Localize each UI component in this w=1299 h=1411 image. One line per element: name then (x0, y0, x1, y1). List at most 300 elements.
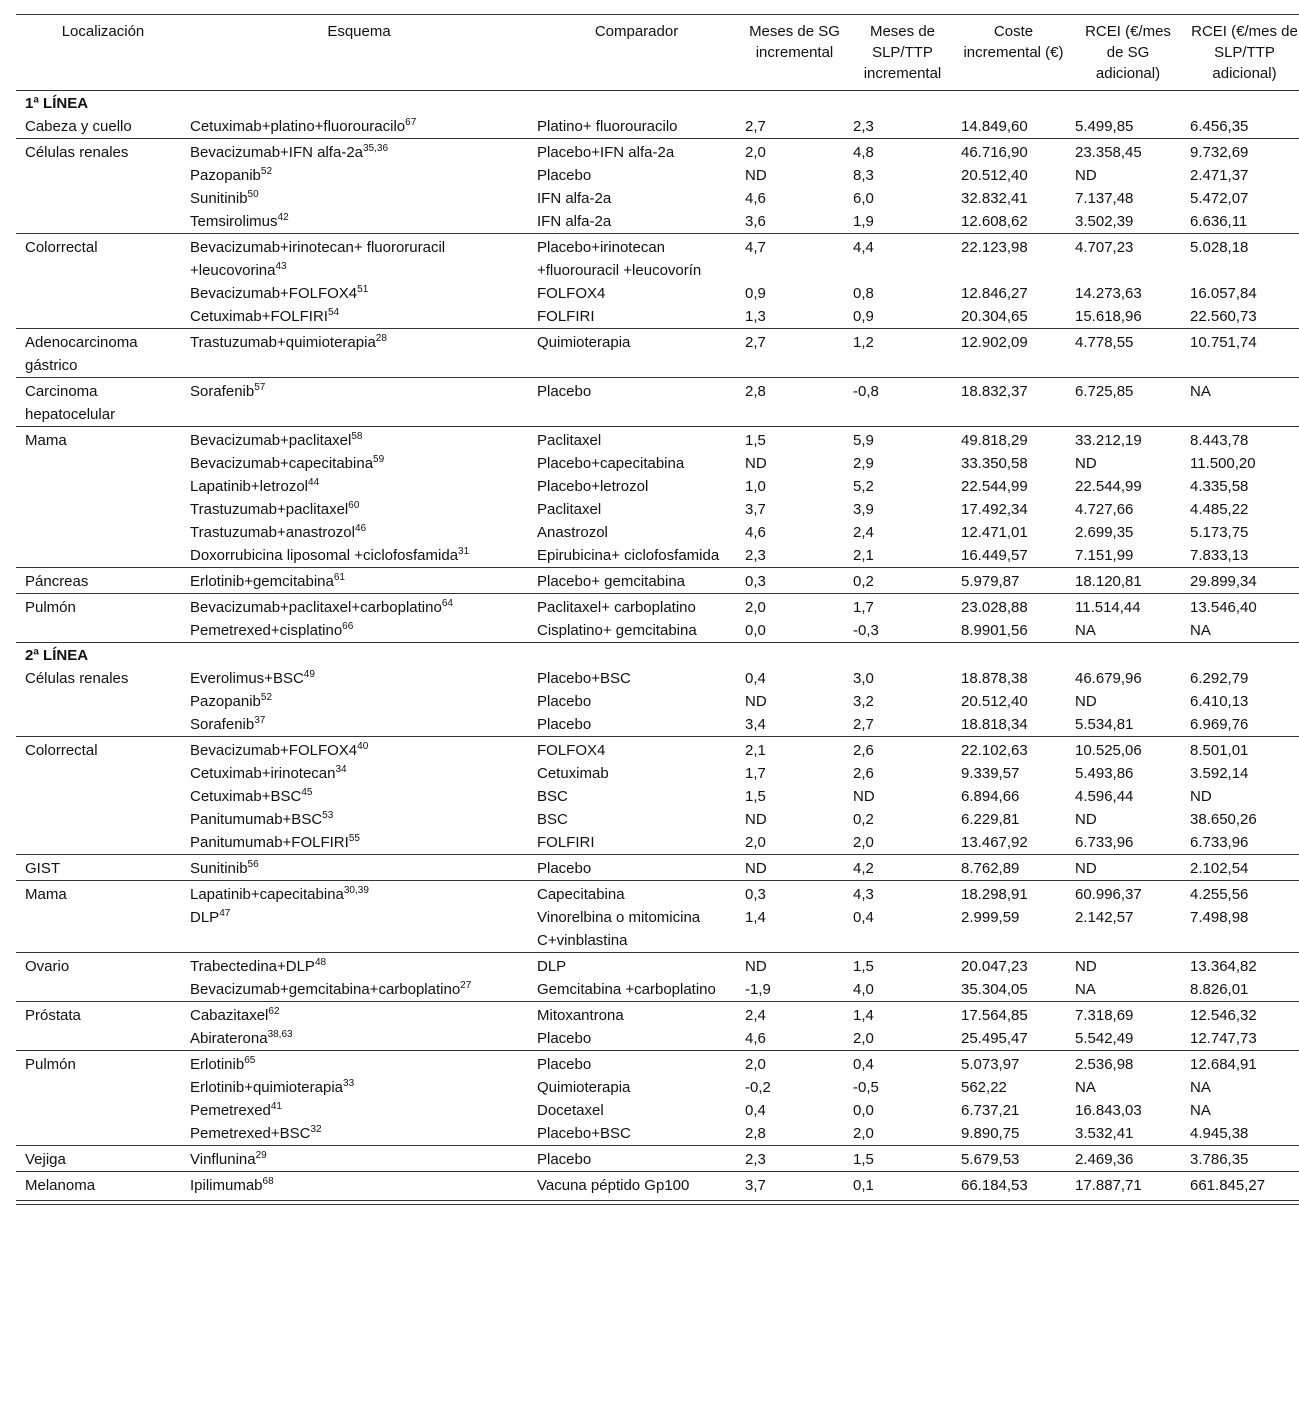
scheme-name: DLP (190, 909, 220, 926)
header-meses-sg: Meses de SG incremental (749, 23, 840, 61)
scheme-name: Pemetrexed+cisplatino (190, 622, 343, 639)
section-row (16, 643, 1299, 668)
header-rcei-slp: RCEI (€/mes de SLP/TTP adicional) (1191, 23, 1298, 82)
cell-localizacion: Melanoma (16, 1172, 181, 1198)
cell-meses-sg: 1,3 (745, 308, 766, 325)
header-esquema: Esquema (327, 23, 391, 40)
cell-meses-sg: 0,4 (745, 670, 766, 687)
cell-coste: 12.608,62 (961, 213, 1028, 230)
cell-rcei-sg: 6.725,85 (1066, 378, 1181, 427)
cell-rcei-slp: 4.485,22 (1190, 501, 1249, 518)
cell-esquema (181, 1122, 528, 1146)
cell-meses-sg: 2,0 (736, 139, 844, 165)
cell-esquema (181, 544, 528, 568)
cost-effectiveness-table-document (16, 14, 1299, 1205)
header-coste: Coste incremental (€) (963, 23, 1064, 61)
cell-coste: 33.350,58 (961, 455, 1028, 472)
cell-esquema (181, 115, 528, 139)
cell-meses-sg: 1,0 (745, 478, 766, 495)
cell-meses-slp: 3,0 (853, 670, 874, 687)
cell-meses-slp: -0,3 (853, 622, 879, 639)
table-row (16, 378, 1299, 427)
cell-localizacion: Cabeza y cuello (25, 118, 132, 135)
cell-esquema (181, 594, 528, 620)
table-row (16, 234, 1299, 283)
cell-rcei-sg: ND (1075, 167, 1097, 184)
cell-meses-sg: -1,9 (745, 981, 771, 998)
cell-rcei-sg: 5.493,86 (1075, 765, 1134, 782)
cell-rcei-sg: 60.996,37 (1066, 881, 1181, 907)
cell-meses-sg: 2,0 (736, 1051, 844, 1077)
table-row (16, 329, 1299, 378)
reference-number: 34 (335, 764, 347, 775)
scheme-name: Erlotinib+quimioterapia (190, 1079, 344, 1096)
cell-esquema (181, 475, 528, 498)
table-row (16, 594, 1299, 620)
cell-comparador: Quimioterapia (537, 1079, 631, 1096)
cell-meses-sg: 2,3 (736, 1146, 844, 1172)
cell-comparador: Capecitabina (528, 881, 736, 907)
cell-comparador: Vacuna péptido Gp100 (528, 1172, 736, 1198)
cell-comparador: DLP (528, 953, 736, 979)
reference-number: 58 (351, 431, 363, 442)
cell-rcei-sg: 2.699,35 (1075, 524, 1134, 541)
cell-rcei-slp: 3.786,35 (1181, 1146, 1299, 1172)
scheme-name: Cetuximab+platino+fluorouracilo (190, 118, 406, 135)
cell-rcei-slp: 5.173,75 (1190, 524, 1249, 541)
scheme-name: Trastuzumab+anastrozol (190, 524, 355, 541)
cell-meses-slp: 2,7 (853, 716, 874, 733)
reference-number: 48 (314, 957, 327, 968)
cell-esquema (181, 521, 528, 544)
cell-rcei-sg: 17.887,71 (1066, 1172, 1181, 1198)
cell-comparador: Vinorelbina o mitomicina C+vinblastina (537, 909, 701, 949)
cell-meses-sg: ND (745, 693, 767, 710)
table-row (16, 713, 1299, 737)
cell-meses-slp: 1,7 (844, 594, 952, 620)
cell-meses-sg: ND (745, 811, 767, 828)
cell-rcei-slp: 8.443,78 (1181, 427, 1299, 453)
cell-rcei-sg: 22.544,99 (1075, 478, 1142, 495)
cell-localizacion (16, 808, 181, 831)
cell-meses-slp: 2,0 (853, 1125, 874, 1142)
cell-localizacion (16, 498, 181, 521)
cell-meses-sg: 2,0 (736, 594, 844, 620)
scheme-name: Trastuzumab+quimioterapia (190, 334, 376, 351)
scheme-name: Lapatinib+letrozol (190, 478, 309, 495)
cell-meses-slp: 0,9 (853, 308, 874, 325)
cell-comparador: Placebo (528, 1051, 736, 1077)
scheme-name: Panitumumab+BSC (190, 811, 323, 828)
cell-comparador: Platino+ fluorouracilo (537, 118, 678, 135)
reference-number: 51 (357, 284, 369, 295)
scheme-name: Bevacizumab+paclitaxel (190, 432, 352, 449)
cell-coste: 20.512,40 (961, 167, 1028, 184)
header-localizacion: Localización (61, 23, 145, 40)
cell-meses-sg: 0,4 (745, 1102, 766, 1119)
cell-localizacion (16, 187, 181, 210)
scheme-name: Sorafenib (190, 716, 255, 733)
cell-localizacion: Mama (16, 427, 181, 453)
reference-number: 46 (354, 523, 367, 534)
cell-rcei-slp: 7.833,13 (1190, 547, 1249, 564)
cell-coste: 5.073,97 (952, 1051, 1066, 1077)
cell-comparador: Placebo (537, 167, 592, 184)
section-title: 2ª LÍNEA (16, 643, 1299, 668)
cell-coste: 49.818,29 (952, 427, 1066, 453)
reference-number: 67 (405, 117, 417, 128)
cell-rcei-sg: ND (1075, 455, 1097, 472)
scheme-name: Pemetrexed (190, 1102, 271, 1119)
cell-rcei-slp: 4.255,56 (1181, 881, 1299, 907)
cell-rcei-slp: 661.845,27 (1181, 1172, 1299, 1198)
cell-meses-slp: 1,5 (844, 953, 952, 979)
cell-comparador: FOLFIRI (537, 834, 595, 851)
cell-localizacion (16, 906, 181, 953)
cell-localizacion: Pulmón (16, 594, 181, 620)
reference-number: 37 (254, 715, 266, 726)
cell-localizacion: Adenocarcinoma gástrico (16, 329, 181, 378)
reference-number: 33 (343, 1078, 355, 1089)
cell-comparador: Epirubicina+ ciclofosfamida (537, 547, 720, 564)
cell-localizacion: Pulmón (16, 1051, 181, 1077)
cell-esquema (181, 808, 528, 831)
cell-localizacion (16, 1122, 181, 1146)
table-row (16, 521, 1299, 544)
cell-comparador: FOLFOX4 (528, 737, 736, 763)
cell-meses-sg: 2,1 (736, 737, 844, 763)
cell-localizacion (16, 785, 181, 808)
cell-rcei-slp: 11.500,20 (1190, 455, 1256, 472)
cell-localizacion (16, 475, 181, 498)
table-row (16, 115, 1299, 139)
cell-meses-slp: 4,3 (844, 881, 952, 907)
scheme-name: Bevacizumab+paclitaxel+carboplatino (190, 599, 442, 616)
table-row (16, 164, 1299, 187)
cell-rcei-slp: 38.650,26 (1190, 811, 1257, 828)
cell-comparador: Placebo+ gemcitabina (528, 568, 736, 594)
table-row (16, 690, 1299, 713)
cell-meses-sg: 0,3 (736, 881, 844, 907)
cell-rcei-sg: 2.536,98 (1066, 1051, 1181, 1077)
cell-coste: 8.762,89 (952, 855, 1066, 881)
table-row (16, 305, 1299, 329)
cell-meses-sg: 1,5 (736, 427, 844, 453)
cell-meses-sg: 2,7 (736, 329, 844, 378)
reference-number: 31 (458, 546, 470, 557)
cell-coste: 35.304,05 (961, 981, 1028, 998)
cell-rcei-sg: 5.542,49 (1075, 1030, 1134, 1047)
cell-localizacion (16, 544, 181, 568)
reference-number: 47 (219, 908, 231, 919)
cell-esquema (181, 831, 528, 855)
cell-meses-slp: 0,1 (844, 1172, 952, 1198)
cell-rcei-slp: 7.498,98 (1190, 909, 1249, 926)
scheme-name: Trastuzumab+paclitaxel (190, 501, 349, 518)
cell-rcei-slp: 12.684,91 (1181, 1051, 1299, 1077)
cell-meses-slp: 1,4 (844, 1002, 952, 1028)
scheme-name: Pemetrexed+BSC (190, 1125, 311, 1142)
cell-meses-sg: 4,6 (745, 1030, 766, 1047)
reference-number: 64 (441, 598, 453, 609)
cell-rcei-sg: ND (1075, 693, 1097, 710)
cell-meses-sg: 0,9 (745, 285, 766, 302)
table-row (16, 498, 1299, 521)
cell-comparador: BSC (537, 788, 568, 805)
table-row (16, 808, 1299, 831)
cell-localizacion (16, 762, 181, 785)
table-row (16, 667, 1299, 690)
cell-comparador: BSC (537, 811, 568, 828)
scheme-name: Abiraterona (190, 1030, 268, 1047)
table-body (16, 91, 1299, 1198)
cell-rcei-sg: NA (1075, 622, 1096, 639)
cell-localizacion: Vejiga (16, 1146, 181, 1172)
cell-rcei-sg: 33.212,19 (1066, 427, 1181, 453)
cell-esquema (181, 978, 528, 1002)
cell-meses-sg: ND (745, 167, 767, 184)
table-row (16, 831, 1299, 855)
cell-meses-slp: 0,2 (853, 811, 874, 828)
cell-coste: 22.544,99 (961, 478, 1028, 495)
cell-comparador: Mitoxantrona (528, 1002, 736, 1028)
cell-rcei-sg: 3.502,39 (1075, 213, 1134, 230)
table-row (16, 1002, 1299, 1028)
reference-number: 68 (262, 1176, 274, 1187)
cell-comparador: Placebo+BSC (537, 670, 631, 687)
cell-esquema (181, 164, 528, 187)
cell-coste: 20.304,65 (961, 308, 1028, 325)
reference-number: 57 (254, 382, 266, 393)
cell-meses-sg: 2,8 (745, 1125, 766, 1142)
cell-meses-slp: ND (853, 788, 875, 805)
cell-coste: 5.679,53 (952, 1146, 1066, 1172)
cell-rcei-sg: 7.137,48 (1075, 190, 1134, 207)
reference-number: 32 (310, 1124, 322, 1135)
scheme-name: Cetuximab+BSC (190, 788, 302, 805)
cell-meses-sg: 4,7 (736, 234, 844, 283)
reference-number: 65 (244, 1055, 256, 1066)
cell-meses-sg: 0,0 (745, 622, 766, 639)
cell-rcei-sg: 4.727,66 (1075, 501, 1134, 518)
cell-localizacion (16, 978, 181, 1002)
cell-localizacion (16, 305, 181, 329)
cell-meses-sg: 1,7 (745, 765, 766, 782)
cell-rcei-sg: 23.358,45 (1066, 139, 1181, 165)
cell-rcei-sg: 15.618,96 (1075, 308, 1142, 325)
table-row (16, 427, 1299, 453)
cell-coste: 16.449,57 (961, 547, 1028, 564)
cell-coste: 23.028,88 (952, 594, 1066, 620)
cell-rcei-slp: 6.969,76 (1190, 716, 1249, 733)
cost-effectiveness-table (16, 14, 1299, 1197)
cell-comparador: Gemcitabina +carboplatino (537, 981, 716, 998)
reference-number: 52 (260, 692, 273, 703)
reference-number: 42 (277, 212, 289, 223)
cell-meses-sg: 3,7 (745, 501, 766, 518)
cell-coste: 2.999,59 (961, 909, 1020, 926)
cell-meses-slp: 2,9 (853, 455, 874, 472)
cell-coste: 6.737,21 (961, 1102, 1020, 1119)
cell-comparador: Placebo (528, 1146, 736, 1172)
table-row (16, 906, 1299, 953)
cell-localizacion: Carcinoma hepatocelular (16, 378, 181, 427)
cell-esquema (181, 378, 528, 427)
cell-coste: 66.184,53 (952, 1172, 1066, 1198)
cell-coste: 13.467,92 (961, 834, 1028, 851)
cell-rcei-slp: 13.364,82 (1181, 953, 1299, 979)
cell-esquema (181, 427, 528, 453)
cell-esquema (181, 690, 528, 713)
cell-coste: 18.832,37 (952, 378, 1066, 427)
cell-comparador: Quimioterapia (528, 329, 736, 378)
cell-rcei-slp: 8.826,01 (1190, 981, 1249, 998)
cell-localizacion (16, 521, 181, 544)
cell-esquema (181, 1099, 528, 1122)
cell-rcei-slp: 6.456,35 (1190, 118, 1249, 135)
cell-localizacion (16, 713, 181, 737)
cell-meses-slp: 0,4 (844, 1051, 952, 1077)
cell-localizacion (16, 1076, 181, 1099)
header-comparador: Comparador (594, 23, 679, 40)
cell-coste: 12.846,27 (961, 285, 1028, 302)
reference-number: 35,36 (363, 143, 389, 154)
reference-number: 52 (260, 166, 273, 177)
cell-rcei-slp: 29.899,34 (1181, 568, 1299, 594)
cell-esquema (181, 234, 528, 283)
cell-localizacion (16, 452, 181, 475)
cell-comparador: Placebo (537, 1030, 592, 1047)
cell-rcei-sg: 2.469,36 (1066, 1146, 1181, 1172)
cell-meses-slp: 3,9 (853, 501, 874, 518)
reference-number: 59 (373, 454, 385, 465)
cell-rcei-slp: 4.335,58 (1190, 478, 1249, 495)
cell-esquema (181, 855, 528, 881)
scheme-name: Lapatinib+capecitabina (190, 886, 344, 903)
cell-esquema (181, 667, 528, 690)
cell-localizacion (16, 210, 181, 234)
table-header-row (16, 15, 1299, 91)
cell-meses-sg: 3,6 (745, 213, 766, 230)
table-row (16, 452, 1299, 475)
cell-meses-slp: 5,2 (853, 478, 874, 495)
scheme-name: Bevacizumab+gemcitabina+carboplatino (190, 981, 461, 998)
scheme-name: Cetuximab+irinotecan (190, 765, 336, 782)
cell-rcei-sg: 3.532,41 (1075, 1125, 1134, 1142)
cell-meses-sg: 1,4 (745, 909, 766, 926)
reference-number: 66 (342, 621, 354, 632)
cell-meses-slp: -0,8 (844, 378, 952, 427)
table-row (16, 139, 1299, 165)
scheme-name: Vinflunina (190, 1151, 256, 1168)
cell-rcei-slp: 3.592,14 (1190, 765, 1249, 782)
cell-esquema (181, 498, 528, 521)
cell-meses-slp: 1,9 (853, 213, 874, 230)
cell-meses-slp: 4,0 (853, 981, 874, 998)
cell-rcei-slp: 13.546,40 (1181, 594, 1299, 620)
table-row (16, 1099, 1299, 1122)
cell-esquema (181, 329, 528, 378)
scheme-name: Everolimus+BSC (190, 670, 304, 687)
cell-meses-sg: 2,0 (745, 834, 766, 851)
table-row (16, 187, 1299, 210)
table-row (16, 1051, 1299, 1077)
cell-rcei-sg: 11.514,44 (1066, 594, 1181, 620)
cell-coste: 9.339,57 (961, 765, 1020, 782)
cell-rcei-slp: 6.292,79 (1190, 670, 1249, 687)
cell-coste: 32.832,41 (961, 190, 1028, 207)
reference-number: 27 (460, 980, 472, 991)
reference-number: 50 (247, 189, 259, 200)
scheme-name: Bevacizumab+IFN alfa-2a (190, 144, 363, 161)
cell-meses-sg: 3,4 (745, 716, 766, 733)
cell-meses-slp: 2,0 (853, 1030, 874, 1047)
cell-esquema (181, 713, 528, 737)
reference-number: 61 (333, 572, 345, 583)
scheme-name: Bevacizumab+FOLFOX4 (190, 742, 358, 759)
cell-coste: 9.890,75 (961, 1125, 1020, 1142)
cell-localizacion: GIST (16, 855, 181, 881)
cell-meses-sg: 0,3 (736, 568, 844, 594)
cell-localizacion (16, 831, 181, 855)
cell-esquema (181, 187, 528, 210)
reference-number: 30,39 (343, 885, 369, 896)
cell-rcei-slp: NA (1190, 1102, 1211, 1119)
section-row (16, 91, 1299, 116)
table-row (16, 1122, 1299, 1146)
cell-esquema (181, 1146, 528, 1172)
cell-comparador: FOLFOX4 (537, 285, 606, 302)
cell-comparador: Placebo (537, 693, 592, 710)
cell-meses-sg: ND (736, 953, 844, 979)
cell-comparador: FOLFIRI (537, 308, 595, 325)
table-end-rule-double (16, 1204, 1299, 1205)
cell-comparador: Placebo (528, 855, 736, 881)
cell-esquema (181, 452, 528, 475)
scheme-name: Erlotinib+gemcitabina (190, 573, 334, 590)
cell-coste: 6.894,66 (961, 788, 1020, 805)
scheme-name: Doxorrubicina liposomal +ciclofosfamida (190, 547, 459, 564)
cell-rcei-sg: 10.525,06 (1066, 737, 1181, 763)
cell-esquema (181, 762, 528, 785)
cell-meses-sg: 4,6 (745, 190, 766, 207)
reference-number: 38,63 (267, 1029, 293, 1040)
cell-meses-slp: -0,5 (853, 1079, 879, 1096)
cell-esquema (181, 1076, 528, 1099)
cell-meses-sg: 2,7 (745, 118, 766, 135)
cell-meses-sg: 2,3 (745, 547, 766, 564)
table-row (16, 785, 1299, 808)
cell-coste: 22.123,98 (952, 234, 1066, 283)
cell-coste: 20.512,40 (961, 693, 1028, 710)
reference-number: 28 (375, 333, 387, 344)
cell-rcei-sg: 6.733,96 (1075, 834, 1134, 851)
table-row (16, 619, 1299, 643)
cell-rcei-slp: 6.733,96 (1190, 834, 1249, 851)
cell-rcei-sg: 18.120,81 (1066, 568, 1181, 594)
cell-meses-sg: 2,8 (736, 378, 844, 427)
scheme-name: Ipilimumab (190, 1177, 263, 1194)
cell-coste: 5.979,87 (952, 568, 1066, 594)
cell-rcei-slp: 4.945,38 (1190, 1125, 1249, 1142)
cell-comparador: Anastrozol (537, 524, 608, 541)
cell-esquema (181, 568, 528, 594)
cell-rcei-sg: 4.707,23 (1066, 234, 1181, 283)
cell-rcei-slp: 6.636,11 (1190, 213, 1248, 230)
cell-esquema (181, 737, 528, 763)
cell-rcei-slp: NA (1190, 1079, 1211, 1096)
cell-meses-slp: 2,0 (853, 834, 874, 851)
